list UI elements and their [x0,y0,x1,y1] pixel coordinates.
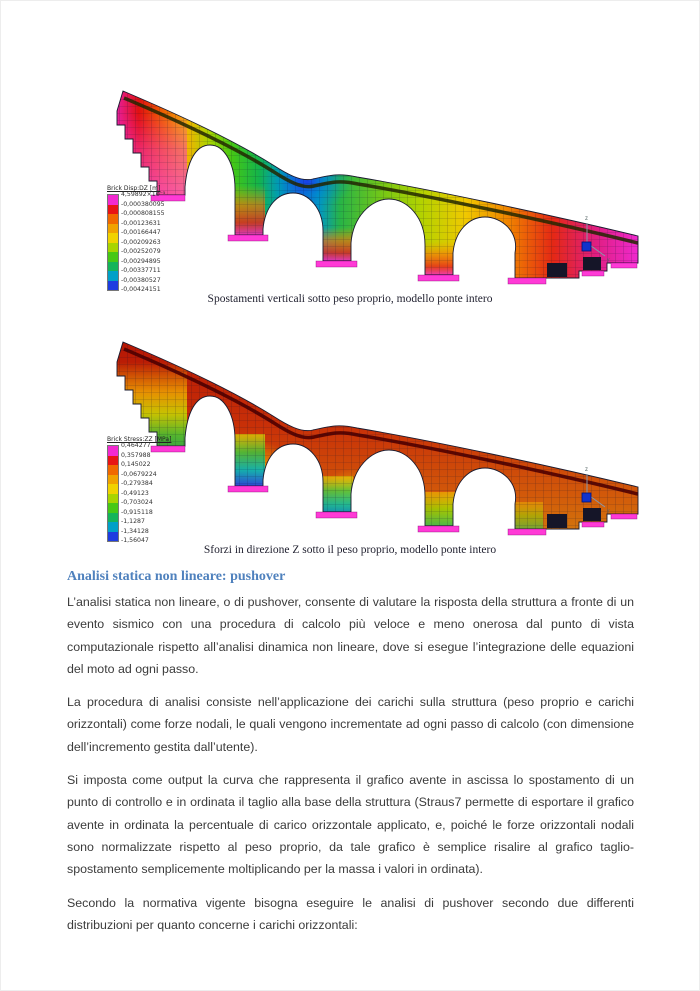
figure-stress-model [95,336,640,556]
figure-displacement-model [95,85,640,305]
legend-values [121,190,165,295]
body-paragraph: La procedura di analisi consiste nell’applicazione dei carichi sulla struttura (peso proprio e carichi orizzontali) come forze nodali, le quali vengono incrementate ad ogni passo di calcolo (con dimensione dell’incremento gestita dall’utente). [67,695,634,754]
legend-color-cell [108,484,118,494]
section-heading: Analisi statica non lineare: pushover [67,569,286,584]
legend-value: -0,000380095 [121,200,165,208]
figure-caption: Spostamenti verticali sotto peso proprio, modello ponte intero [207,293,493,305]
svg-text:y: y [607,508,610,514]
color-scale-legend [107,185,171,295]
legend-value: -0,915118 [121,508,153,516]
legend-color-bar [107,194,119,291]
legend-value: -0,49123 [121,489,149,497]
legend-color-cell [108,513,118,523]
legend-value: -0,00380527 [121,276,161,284]
legend-value: -0,000808155 [121,210,165,217]
legend-value: -0,0679224 [121,470,157,478]
legend-color-cell [108,494,118,504]
legend-color-cell [108,243,118,253]
svg-text:z: z [585,216,588,222]
svg-text:y: y [607,257,610,263]
bridge-fem-mesh-displacement [95,85,640,291]
legend-color-cell [108,281,118,291]
legend-values [121,441,157,546]
legend-color-cell [108,233,118,243]
legend-value: -0,00337711 [121,267,161,274]
legend-color-cell [108,446,118,456]
color-scale-legend [107,436,171,546]
legend-value: -1,34128 [121,527,149,535]
figure-caption: Sforzi in direzione Z sotto il peso proprio, modello ponte intero [203,544,497,556]
svg-text:z: z [585,467,588,473]
legend-value: -0,00209263 [121,238,161,246]
legend-value: -0,00166447 [121,229,161,236]
legend-value: 0,464277 [121,442,151,449]
top-margin [0,0,700,85]
legend-color-cell [108,262,118,272]
legend-color-cell [108,522,118,532]
legend-color-cell [108,271,118,281]
legend-value: -0,703024 [121,499,153,506]
legend-value: -0,00123631 [121,219,161,227]
body-paragraph: Si imposta come output la curva che rappresenta il grafico avente in ascissa lo spostamento di un punto di controllo e in ordinata il taglio alla base della struttura (Straus7 permette di esportare il grafico avente in ordinata la percentuale di carico orizzontale applicato, e, poiché le forze orizzontali nodali sono normalizzate rispetto al peso proprio, da tale grafico è semplice risalire al grafico taglio-spostamento semplicemente moltiplicando per la massa i valori in ordinata). [67,773,634,877]
legend-value: -0,00252079 [121,248,161,255]
legend-color-cell [108,252,118,262]
legend-color-cell [108,465,118,475]
legend-color-cell [108,503,118,513]
legend-title: Brick Stress:ZZ [MPa] [107,436,172,443]
legend-value: -1,1287 [121,518,145,525]
body-paragraph: Secondo la normativa vigente bisogna eseguire le analisi di pushover secondo due differenti distribuzioni per quanto concerne i carichi orizzontali: [67,895,634,932]
legend-title: Brick Disp:DZ [m] [107,185,161,192]
legend-value: -0,00294895 [121,257,161,265]
legend-color-bar [107,445,119,542]
legend-color-cell [108,475,118,485]
paragraphs-container [67,591,634,936]
legend-value: 0,145022 [121,461,151,468]
legend-value: 0,357988 [121,451,151,459]
legend-color-cell [108,214,118,224]
article-section [67,568,634,936]
bridge-fem-mesh-stress [95,336,640,542]
body-paragraph: L’analisi statica non lineare, o di pushover, consente di valutare la risposta della struttura a fronte di un evento sismico con una procedura di calcolo più veloce e meno onerosa dal punto di vista computazionale rispetto all’analisi dinamica non lineare, dove si esegue l’integrazione delle equazioni del moto ad ogni passo. [67,595,634,676]
legend-color-cell [108,532,118,542]
legend-value: -0,279384 [121,480,153,487]
legend-value: 4,59892×10⁻⁵ [121,191,166,198]
legend-color-cell [108,456,118,466]
legend-value: -1,56047 [121,537,149,544]
legend-value: -0,00424151 [121,286,161,293]
legend-color-cell [108,205,118,215]
legend-color-cell [108,195,118,205]
legend-color-cell [108,224,118,234]
